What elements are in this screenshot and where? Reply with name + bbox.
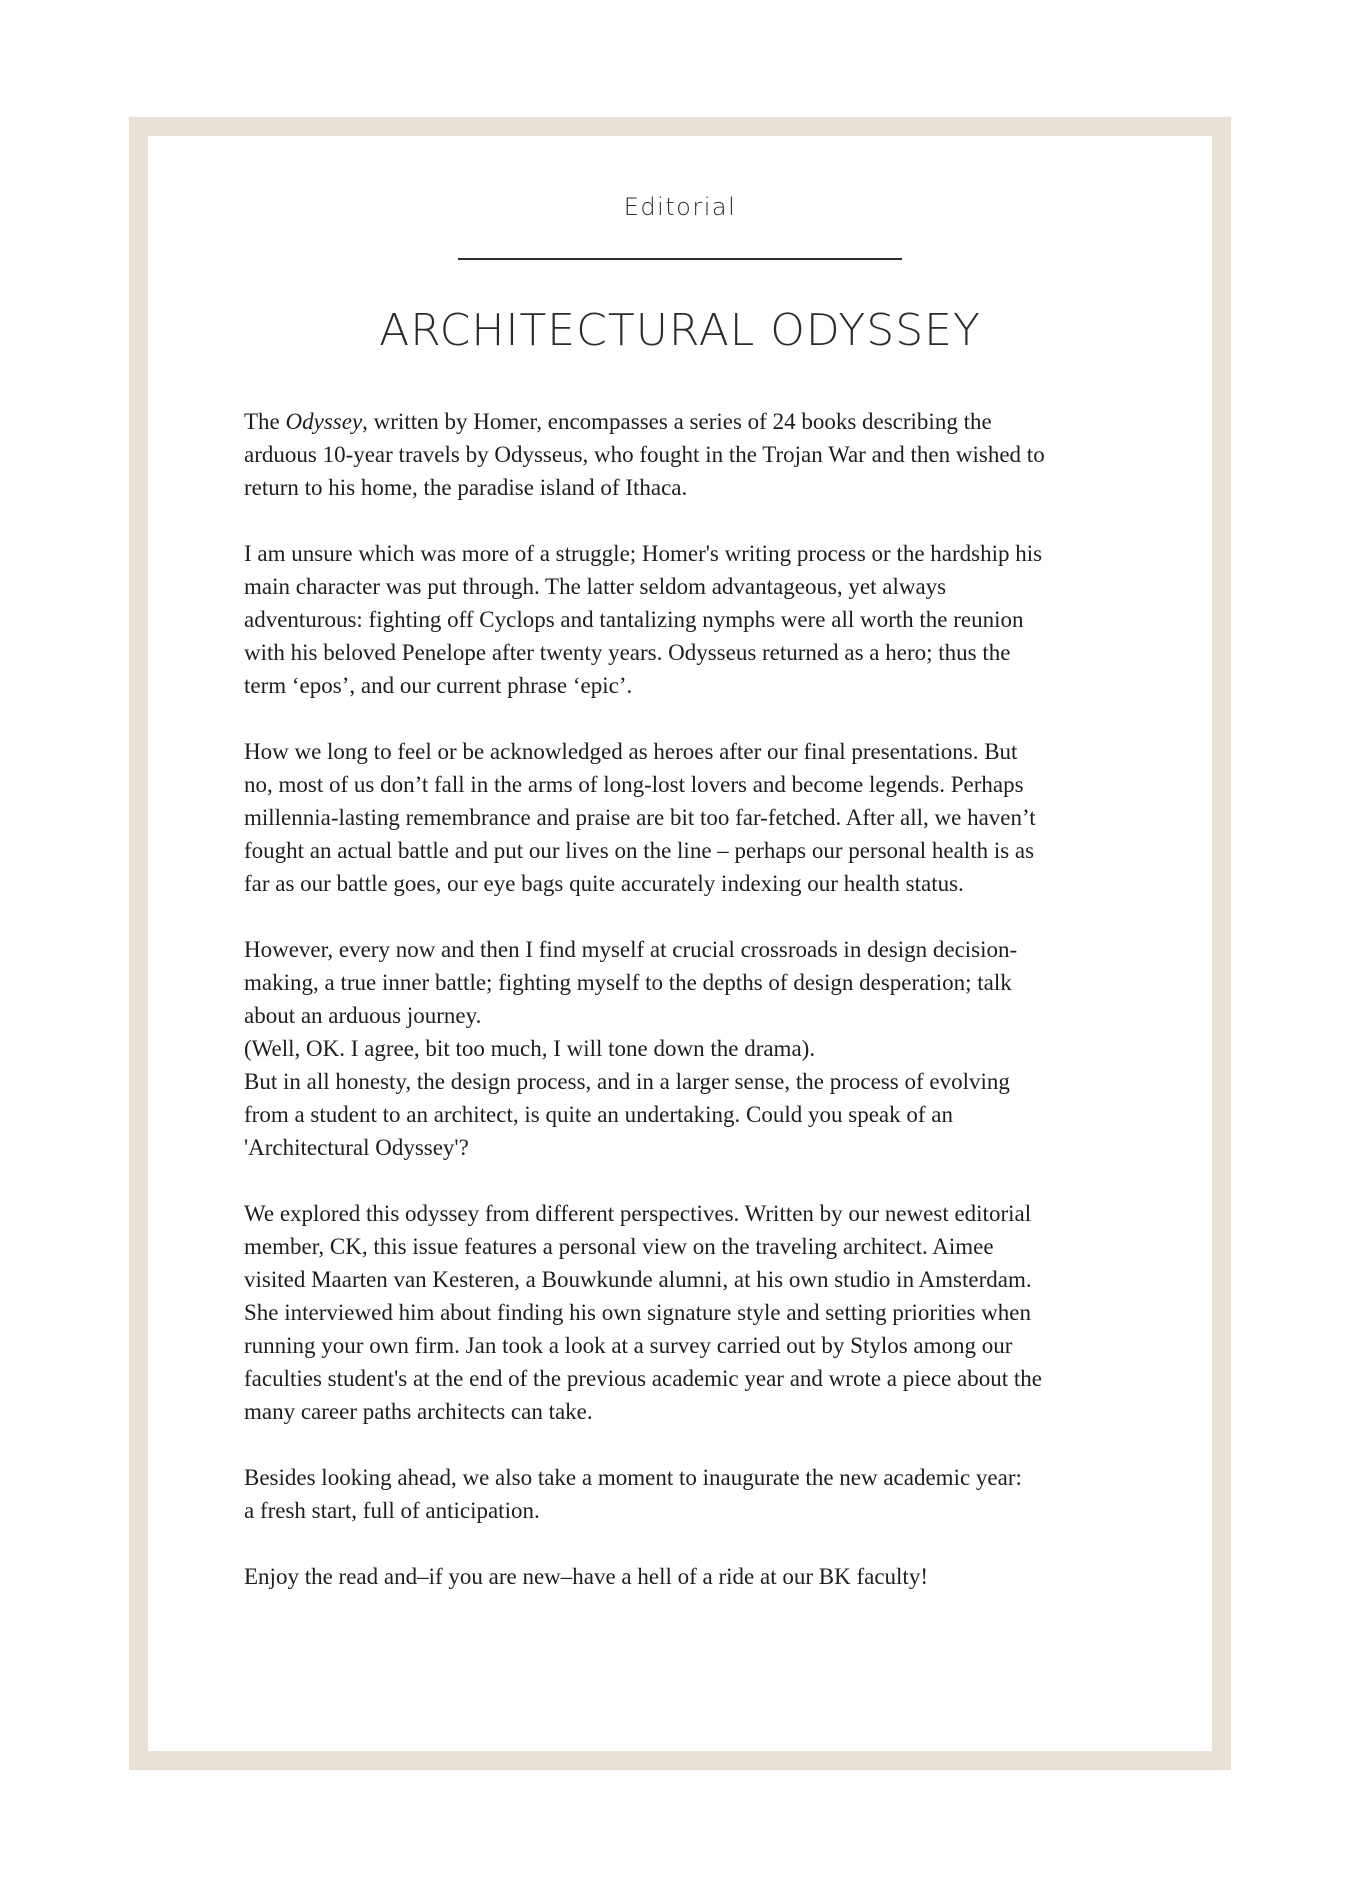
paragraph: However, every now and then I find myself at crucial crossroads in design decision- making, a true inner battle; fighting myself to the depths of design desperation; talk about an arduous journey. (Well, OK. I agree, bit too much, I will tone down the drama). But in all honesty, the design process, and in a larger sense, the process of evolving from a student to an architect, is quite an undertaking. Could you speak of an 'Architectural Odyssey'? [244,937,1018,1160]
kicker-divider-rule [458,258,902,260]
paragraph: I am unsure which was more of a struggle; Homer's writing process or the hardship his main character was put through. The latter seldom advantageous, yet always adventurous: fighting off Cyclops and tantalizing nymphs were all worth the reunion with his beloved Penelope after twenty years. Odysseus returned as a hero; thus the term ‘epos’, and our current phrase ‘epic’. [244,541,1043,698]
paragraph: Enjoy the read and–if you are new–have a hell of a ride at our BK faculty! [244,1564,928,1589]
article-body [148,405,1212,1593]
paragraph: The Odyssey, written by Homer, encompasses a series of 24 books describing the arduous 10-year travels by Odysseus, who fought in the Trojan War and then wished to return to his home, the paradise island of Ithaca. [244,409,1045,500]
page-inner [148,192,1212,1770]
paragraph: We explored this odyssey from different perspectives. Written by our newest editorial member, CK, this issue features a personal view on the traveling architect. Aimee visited Maarten van Kesteren, a Bouwkunde alumni, at his own studio in Amsterdam. She interviewed him about finding his own signature style and setting priorities when running your own firm. Jan took a look at a survey carried out by Stylos among our faculties student's at the end of the previous academic year and wrote a piece about the many career paths architects can take. [244,1201,1042,1424]
article-title: ARCHITECTURAL ODYSSEY [379,305,981,356]
editorial-kicker: Editorial [623,193,737,221]
page-frame [129,117,1231,1770]
paragraph: How we long to feel or be acknowledged as heroes after our final presentations. But no, most of us don’t fall in the arms of long-lost lovers and become legends. Perhaps millennia-lasting remembrance and praise are bit too far-fetched. After all, we haven’t fought an actual battle and put our lives on the line – perhaps our personal health is as far as our battle goes, our eye bags quite accurately indexing our health status. [244,739,1036,896]
paragraph: Besides looking ahead, we also take a moment to inaugurate the new academic year: a fresh start, full of anticipation. [244,1465,1022,1523]
